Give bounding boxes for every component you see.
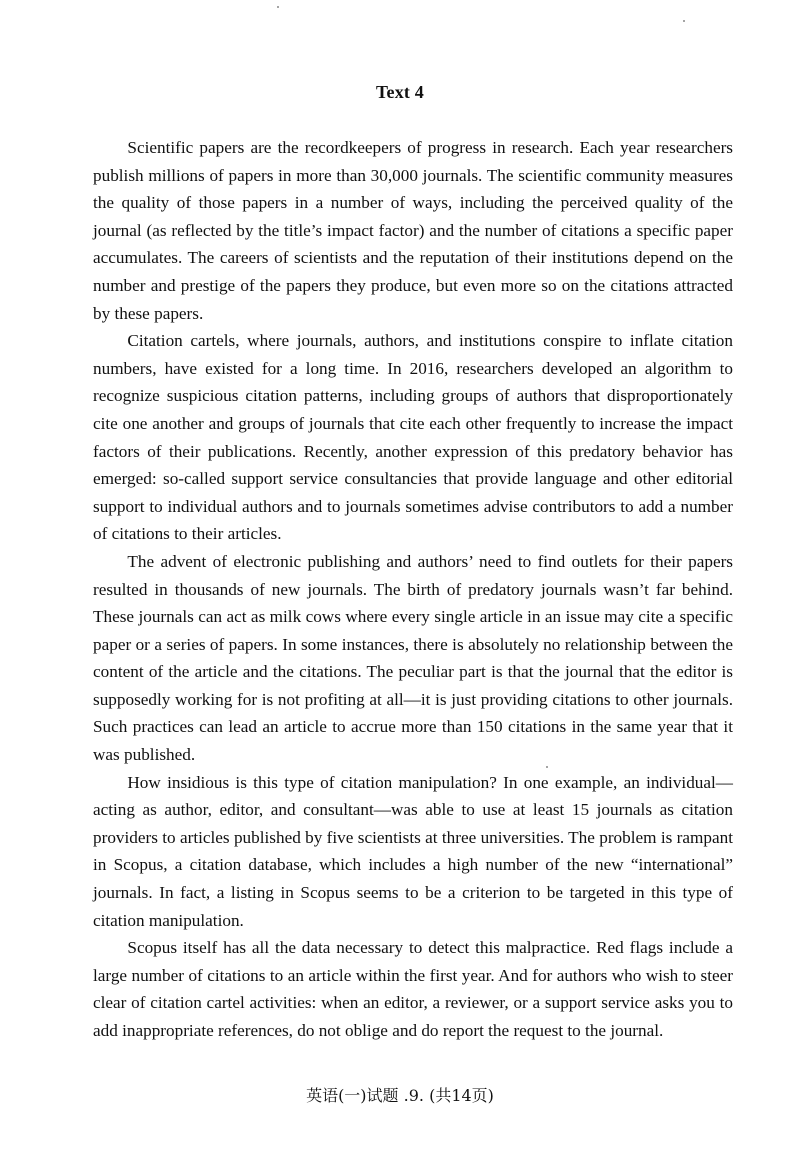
passage-body — [93, 134, 733, 1045]
paragraph: How insidious is this type of citation manipulation? In one example, an individual—acting as author, editor, and consultant—was able to use at least 15 journals as citation providers to articles published by five scientists at three universities. The problem is rampant in Scopus, a citation database, which includes a high number of the new “international” journals. In fact, a listing in Scopus seems to be a criterion to be targeted in this type of citation manipulation. — [93, 772, 733, 930]
scan-speck — [683, 20, 685, 22]
scan-speck — [277, 6, 279, 8]
paragraph: The advent of electronic publishing and authors’ need to find outlets for their papers resulted in thousands of new journals. The birth of predatory journals wasn’t far behind. These journals can act as milk cows where every single article in an issue may cite a specific paper or a series of papers. In some instances, there is absolutely no relationship between the content of the article and the citations. The peculiar part is that the journal that the editor is supposedly working for is not profiting at all—it is just providing citations to other journals. Such practices can lead an article to accrue more than 150 citations in the same year that it was published. — [93, 551, 733, 765]
passage-title: Text 4 — [375, 82, 425, 102]
paragraph: Scopus itself has all the data necessary to detect this malpractice. Red flags include a large number of citations to an article within the first year. And for authors who wish to steer clear of citation cartel activities: when an editor, a reviewer, or a support service asks you to add inappropriate references, do not oblige and do report the request to the journal. — [93, 938, 733, 1040]
paragraph: Citation cartels, where journals, authors, and institutions conspire to inflate citation numbers, have existed for a long time. In 2016, researchers developed an algorithm to recognize suspicious citation patterns, including groups of authors that disproportionately cite one another and groups of journals that cite each other frequently to increase the impact factors of their publications. Recently, another expression of this predatory behavior has emerged: so-called support service consultancies that provide language and other editorial support to individual authors and to journals sometimes advise contributors to add a number of citations to their articles. — [93, 331, 733, 544]
page-footer: 英语(一)试题 .9. (共14页) — [306, 1086, 494, 1105]
paragraph: Scientific papers are the recordkeepers of progress in research. Each year researchers publish millions of papers in more than 30,000 journals. The scientific community measures the quality of those papers in a number of ways, including the perceived quality of the journal (as reflected by the title’s impact factor) and the number of citations a specific paper accumulates. The careers of scientists and the reputation of their institutions depend on the number and prestige of the papers they produce, but even more so on the citations attracted by these papers. — [93, 138, 733, 323]
